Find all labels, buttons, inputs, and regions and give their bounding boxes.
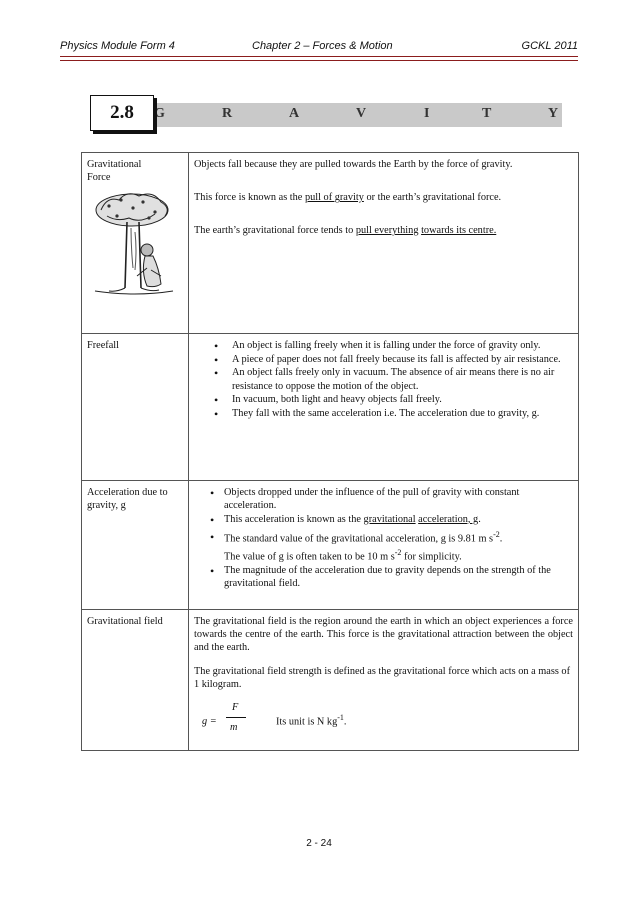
list-item [224, 530, 573, 563]
table-row [82, 481, 579, 610]
row-label-cell [82, 153, 189, 334]
freefall-content [189, 334, 579, 481]
table-row [82, 153, 579, 334]
acc-b2-text: This acceleration is known as the [224, 513, 364, 525]
list-item: • Objects dropped under the influence of the pull of gravity with constant acceleration. [224, 486, 573, 512]
gf-paragraph-2 [194, 191, 573, 204]
formula-denominator: m [230, 721, 238, 733]
gf-p2-text-end: or the earth’s gravitational force. [363, 192, 502, 204]
row-label: Gravitational field [82, 610, 189, 751]
list-item: • They fall with the same acceleration i.e. The acceleration due to gravity, g. [232, 407, 573, 420]
title-letter: R [222, 106, 233, 121]
gf-p3-text: The earth’s gravitational force tends to [194, 225, 356, 237]
title-letter: T [482, 106, 492, 121]
acc-b3-l2-text: The value of g is often taken to be 10 m s [224, 551, 395, 563]
acc-b3-l2-exponent: -2 [394, 547, 402, 557]
pull-everything-term: pull everything [355, 225, 419, 237]
title-letter: V [356, 106, 367, 121]
list-item: • An object is falling freely when it is falling under the force of gravity only. [232, 339, 573, 352]
fraction-bar [226, 717, 246, 718]
gf-p2-text: This force is known as the [194, 192, 305, 204]
list-item: • The magnitude of the acceleration due to gravity depends on the strength of the gravitational field. [224, 564, 573, 590]
formula-lhs: g = [202, 715, 217, 727]
header-right: GCKL 2011 [521, 40, 578, 52]
section-title-banner [150, 103, 562, 127]
list-item [224, 513, 573, 526]
title-letter: A [289, 106, 300, 121]
unit-text: Its unit is N kg [276, 716, 338, 728]
list-item: • In vacuum, both light and heavy objects fall freely. [232, 393, 573, 406]
field-unit [276, 713, 346, 729]
header-left: Physics Module Form 4 [60, 40, 175, 52]
formula-numerator: F [232, 701, 239, 713]
page-header [60, 38, 578, 58]
acc-b3-exponent: -2 [493, 530, 500, 540]
acceleration-content [189, 481, 579, 610]
acc-b3-line1 [224, 530, 573, 546]
acceleration-g-term: acceleration, g [418, 513, 479, 525]
pull-of-gravity-term: pull of gravity [304, 192, 364, 204]
acceleration-bullets [194, 486, 573, 590]
freefall-bullets [194, 339, 573, 420]
field-formula [194, 701, 573, 745]
field-content [189, 610, 579, 751]
gravitational-force-content [189, 153, 579, 334]
header-center: Chapter 2 – Forces & Motion [252, 40, 393, 52]
field-paragraph-2: The gravitational field strength is defined as the gravitational force which acts on a mass of 1 kilogram. [194, 665, 570, 690]
list-item: • An object falls freely only in vacuum. The absence of air means there is no air resistance to oppose the motion of the object. [232, 366, 573, 392]
acc-b3-l2-end: for simplicity. [401, 551, 462, 563]
field-paragraph-1: The gravitational field is the region around the earth in which an object experiences a force towards the centre of the earth. This force is the gravitational attraction between the object and the earth. [194, 616, 573, 654]
title-letter: I [424, 106, 430, 121]
list-item: • A piece of paper does not fall freely because its fall is affected by air resistance. [232, 353, 573, 366]
row-label: Freefall [82, 334, 189, 481]
unit-exponent: -1 [337, 712, 344, 722]
title-letter: G [154, 106, 165, 121]
table-row [82, 334, 579, 481]
acc-b3-end: . [499, 533, 503, 545]
row-label: Gravitational Force [87, 159, 142, 184]
acc-b2-end: . [478, 513, 481, 525]
acc-b3-text: The standard value of the gravitational acceleration, g is 9.81 m s [224, 533, 494, 545]
content-table [81, 152, 579, 751]
page-number: 2 - 24 [306, 838, 332, 849]
unit-end: . [343, 716, 347, 728]
header-rule-thick [60, 56, 578, 57]
header-rule-thin [60, 60, 578, 61]
row-label: Acceleration due to gravity, g [82, 481, 189, 610]
towards-centre-term: towards its centre. [421, 225, 497, 237]
section-number: 2.8 [90, 95, 154, 131]
tree-illustration [87, 188, 177, 298]
table-row [82, 610, 579, 751]
gravitational-term: gravitational [363, 513, 416, 525]
gf-paragraph-3 [194, 224, 573, 237]
gf-paragraph-1: Objects fall because they are pulled towards the Earth by the force of gravity. [194, 159, 513, 170]
acc-b3-line2 [224, 548, 573, 564]
title-letter: Y [548, 106, 559, 121]
